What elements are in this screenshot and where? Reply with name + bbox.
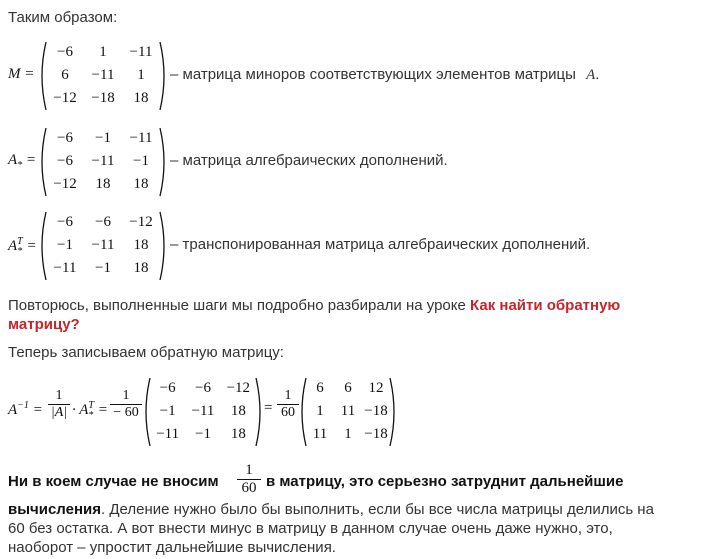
matrix-cell: −1 bbox=[133, 153, 149, 169]
right-paren bbox=[256, 378, 260, 446]
now-write-text: Теперь записываем обратную матрицу: bbox=[8, 344, 284, 361]
matrix-astar-t-description: – транспонированная матрица алгебраических дополнений. bbox=[170, 236, 591, 253]
matrix-cell: −6 bbox=[159, 380, 176, 396]
matrix-cell: 11 bbox=[340, 403, 356, 419]
fraction-1-over-det: $\frac{1}{|A|}$ bbox=[48, 388, 70, 421]
matrix-astar-t bbox=[38, 210, 168, 282]
inverse-mid: · $A_*^T$ = bbox=[72, 400, 108, 421]
matrix-cell: 18 bbox=[230, 426, 246, 442]
matrix-cell: −6 bbox=[195, 380, 211, 396]
matrix-cell: 1 bbox=[316, 403, 324, 419]
warning-line-4: наоборот – упростит дальнейшие вычисления. bbox=[8, 539, 336, 556]
matrix-astar-t-label: $A_*^T$ = bbox=[8, 236, 37, 257]
repeat-line-1: Повторюсь, выполненные шаги мы подробно разбирали на уроке Как найти обратную bbox=[8, 297, 621, 314]
matrix-cell: −11 bbox=[91, 153, 115, 169]
matrix-m bbox=[38, 40, 168, 112]
matrix-cell: 1 bbox=[99, 44, 107, 60]
right-paren bbox=[160, 212, 164, 280]
matrix-cell: −6 bbox=[57, 44, 73, 60]
warning-line-1-cont: в матрицу, это серьезно затруднит дальнейшие bbox=[266, 473, 624, 490]
matrix-cell: −12 bbox=[53, 176, 77, 192]
warning-line-1: Ни в коем случае не вносим bbox=[8, 473, 219, 490]
matrix-cell: 6 bbox=[316, 380, 324, 396]
matrix-cell: −12 bbox=[129, 214, 153, 230]
matrix-cell: −6 bbox=[57, 214, 73, 230]
fraction-1-over-minus60: $\frac{1}{- 60}$ bbox=[110, 388, 142, 421]
matrix-cell: 18 bbox=[133, 237, 149, 253]
matrix-cell: −11 bbox=[191, 403, 215, 419]
matrix-cell: −1 bbox=[57, 237, 73, 253]
matrix-cell: −11 bbox=[156, 426, 180, 442]
inverse-matrix-2 bbox=[298, 376, 398, 448]
matrix-cell: −11 bbox=[129, 130, 153, 146]
matrix-cell: −11 bbox=[91, 67, 115, 83]
matrix-cell: −6 bbox=[57, 153, 73, 169]
matrix-cell: −18 bbox=[91, 90, 115, 106]
matrix-cell: −1 bbox=[95, 260, 111, 276]
matrix-cell: 1 bbox=[137, 67, 145, 83]
matrix-cell: 18 bbox=[230, 403, 246, 419]
inverse-equals: = bbox=[264, 400, 273, 416]
matrix-m-description: – матрица миноров соответствующих элементов матрицы A. bbox=[170, 66, 600, 83]
lesson-link-cont[interactable]: матрицу? bbox=[8, 316, 80, 333]
matrix-cell: −11 bbox=[129, 44, 153, 60]
matrix-astar-label: $A_*$ = bbox=[8, 152, 37, 171]
matrix-cell: −1 bbox=[159, 403, 176, 419]
matrix-cell: −6 bbox=[95, 214, 111, 230]
matrix-cell: −1 bbox=[195, 426, 211, 442]
matrix-cell: 18 bbox=[133, 90, 149, 106]
matrix-cell: −1 bbox=[95, 130, 111, 146]
inverse-matrix-1 bbox=[142, 376, 264, 448]
matrix-astar bbox=[38, 126, 168, 198]
fraction-1-over-60: $\frac{1}{60}$ bbox=[277, 388, 299, 421]
matrix-cell: 6 bbox=[344, 380, 352, 396]
matrix-cell: −12 bbox=[226, 380, 251, 396]
matrix-cell: 18 bbox=[95, 176, 111, 192]
right-paren bbox=[160, 128, 164, 196]
matrix-astar-description: – матрица алгебраических дополнений. bbox=[170, 152, 448, 169]
matrix-cell: −6 bbox=[57, 130, 73, 146]
warning-line-2: вычисления. Деление нужно было бы выполнить, если бы все числа матрицы делились на bbox=[8, 501, 654, 518]
matrix-m-label: M = bbox=[8, 66, 35, 82]
right-paren bbox=[160, 42, 164, 110]
matrix-cell: −12 bbox=[53, 90, 77, 106]
matrix-cell: −18 bbox=[364, 403, 388, 419]
matrix-cell: 11 bbox=[312, 426, 328, 442]
matrix-cell: 6 bbox=[61, 67, 69, 83]
matrix-cell: −18 bbox=[364, 426, 388, 442]
right-paren bbox=[390, 378, 394, 446]
lesson-link[interactable]: Как найти обратную bbox=[470, 297, 621, 314]
warning-fraction: $\frac{1}{60}$ bbox=[237, 462, 261, 497]
repeat-line-2 bbox=[8, 315, 80, 335]
matrix-cell: 18 bbox=[133, 260, 149, 276]
matrix-cell: 1 bbox=[344, 426, 352, 442]
intro-text: Таким образом: bbox=[8, 9, 118, 26]
matrix-cell: 12 bbox=[368, 380, 384, 396]
inverse-lhs: $A^{-1}$ = bbox=[8, 400, 43, 418]
matrix-cell: −11 bbox=[53, 260, 77, 276]
warning-line-3: 60 без остатка. А вот внести минус в матрицу в данном случае очень даже нужно, это, bbox=[8, 520, 613, 537]
matrix-cell: −11 bbox=[91, 237, 115, 253]
matrix-cell: 18 bbox=[133, 176, 149, 192]
